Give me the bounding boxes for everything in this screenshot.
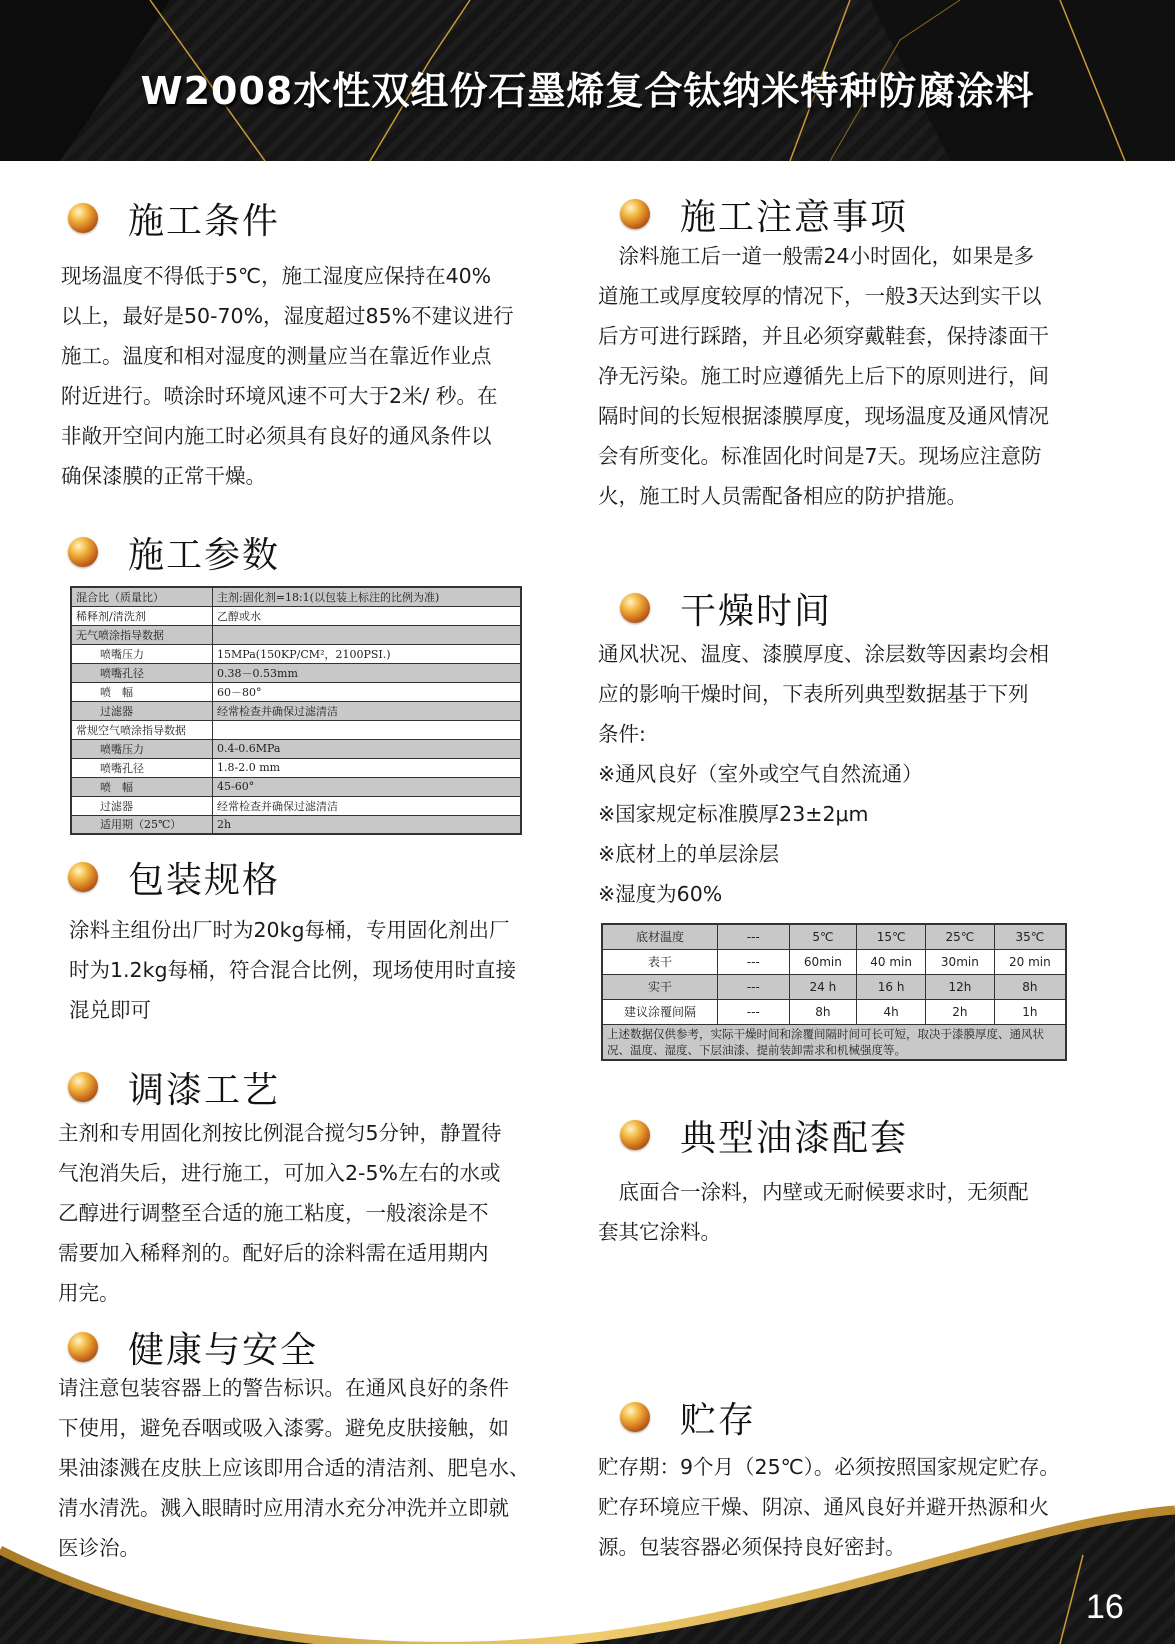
drying-time-text [598, 634, 1049, 914]
text-line: 果油漆溅在皮肤上应该即用合适的清洁剂、肥皂水、 [58, 1456, 530, 1480]
health-safety-text [58, 1368, 530, 1568]
text-line: 清水清洗。溅入眼睛时应用清水充分冲洗并立即就 [58, 1496, 509, 1520]
table-row [602, 974, 1066, 999]
section-title: 施工注意事项 [680, 196, 909, 238]
text-line: 需要加入稀释剂的。配好后的涂料需在适用期内 [58, 1241, 489, 1265]
text-line: 隔时间的长短根据漆膜厚度，现场温度及通风情况 [598, 404, 1049, 428]
bullet-icon [68, 537, 98, 567]
document-title: W2008水性双组份石墨烯复合钛纳米特种防腐涂料 [140, 69, 1035, 113]
table-cell: 15MPa(150KP/CM²，2100PSI.) [213, 644, 521, 663]
bullet-icon [620, 1402, 650, 1432]
section-title: 干燥时间 [680, 590, 833, 632]
section-heading-construction-conditions [68, 193, 280, 243]
table-cell: 60－80° [213, 682, 521, 701]
text-line: ※国家规定标准膜厚23±2μm [598, 802, 869, 826]
text-line: 现场温度不得低于5℃，施工湿度应保持在40% [61, 264, 492, 288]
table-row [71, 701, 521, 720]
table-row [71, 796, 521, 815]
table-cell: 0.38－0.53mm [213, 663, 521, 682]
text-line: ※底材上的单层涂层 [598, 842, 780, 866]
text-line: 套其它涂料。 [598, 1220, 721, 1244]
section-title: 健康与安全 [128, 1329, 319, 1371]
storage-text [598, 1447, 1060, 1567]
text-line: 会有所变化。标准固化时间是7天。现场应注意防 [598, 444, 1042, 468]
table-cell: 稀释剂/清洗剂 [71, 606, 213, 625]
section-heading-typical-system [620, 1110, 908, 1160]
section-heading-packaging [68, 852, 280, 902]
table-cell: 2h [213, 815, 521, 834]
table-cell: --- [718, 949, 789, 974]
table-row [71, 739, 521, 758]
text-line: 后方可进行踩踏，并且必须穿戴鞋套，保持漆面干 [598, 324, 1049, 348]
text-line: 确保漆膜的正常干燥。 [61, 464, 266, 488]
table-cell: 喷 幅 [71, 777, 213, 796]
page-number: 16 [1086, 1588, 1124, 1626]
table-cell: 45-60° [213, 777, 521, 796]
table-row [71, 682, 521, 701]
table-cell: 25℃ [926, 924, 995, 949]
table-cell: 15℃ [857, 924, 926, 949]
bullet-icon [68, 1332, 98, 1362]
section-heading-drying-time [620, 583, 832, 633]
section-title: 施工参数 [128, 534, 281, 576]
table-cell: 35℃ [994, 924, 1066, 949]
table-cell: 5℃ [789, 924, 857, 949]
section-heading-health-safety [68, 1322, 318, 1372]
table-cell: --- [718, 974, 789, 999]
table-cell: 混合比（质量比） [71, 587, 213, 606]
table-cell: 喷嘴压力 [71, 739, 213, 758]
text-line: 贮存环境应干燥、阴凉、通风良好并避开热源和火 [598, 1495, 1049, 1519]
table-row [602, 1024, 1066, 1060]
section-title: 施工条件 [128, 200, 281, 242]
text-line: 道施工或厚度较厚的情况下，一般3天达到实干以 [598, 284, 1042, 308]
text-line: 涂料主组份出厂时为20kg每桶，专用固化剂出厂 [69, 918, 510, 942]
table-row [71, 758, 521, 777]
text-line: 贮存期：9个月（25℃）。必须按照国家规定贮存。 [598, 1455, 1060, 1479]
table-cell: 过滤器 [71, 701, 213, 720]
text-line: 气泡消失后，进行施工，可加入2-5%左右的水或 [58, 1161, 501, 1185]
table-row [71, 644, 521, 663]
text-line: 源。包装容器必须保持良好密封。 [598, 1535, 906, 1559]
text-line: 混兑即可 [69, 998, 151, 1022]
table-cell: 常规空气喷涂指导数据 [71, 720, 213, 739]
table-cell: 喷嘴孔径 [71, 758, 213, 777]
table-row [71, 663, 521, 682]
table-row [602, 924, 1066, 949]
bullet-icon [620, 199, 650, 229]
precautions-text [598, 236, 1049, 516]
text-line: 涂料施工后一道一般需24小时固化，如果是多 [598, 244, 1035, 268]
table-cell: 0.4-0.6MPa [213, 739, 521, 758]
text-line: ※通风良好（室外或空气自然流通） [598, 762, 923, 786]
table-row [71, 777, 521, 796]
drying-time-table [601, 923, 1067, 1061]
section-heading-mixing [68, 1062, 280, 1112]
table-cell: 2h [926, 999, 995, 1024]
text-line: 用完。 [58, 1281, 120, 1305]
text-line: 附近进行。喷涂时环境风速不可大于2米/ 秒。在 [61, 384, 498, 408]
text-line: 火，施工时人员需配备相应的防护措施。 [598, 484, 967, 508]
text-line: 净无污染。施工时应遵循先上后下的原则进行，间 [598, 364, 1049, 388]
table-row [602, 999, 1066, 1024]
table-cell: 20 min [994, 949, 1066, 974]
table-cell: 经常检查并确保过滤清洁 [213, 701, 521, 720]
text-line: 以上，最好是50-70%，湿度超过85%不建议进行 [61, 304, 514, 328]
table-cell: 喷 幅 [71, 682, 213, 701]
text-line: ※湿度为60% [598, 882, 723, 906]
text-line: 时为1.2kg每桶，符合混合比例，现场使用时直接 [69, 958, 516, 982]
bullet-icon [68, 1072, 98, 1102]
table-cell: 经常检查并确保过滤清洁 [213, 796, 521, 815]
text-line: 非敞开空间内施工时必须具有良好的通风条件以 [61, 424, 492, 448]
construction-conditions-text [61, 256, 514, 496]
bullet-icon [620, 1120, 650, 1150]
table-cell: 60min [789, 949, 857, 974]
mixing-text [58, 1113, 502, 1313]
table-cell [213, 625, 521, 644]
page-header [0, 0, 1175, 161]
section-title: 贮存 [680, 1399, 757, 1441]
section-title: 典型油漆配套 [680, 1117, 909, 1159]
construction-params-table [70, 586, 522, 835]
table-note: 上述数据仅供参考，实际干燥时间和涂覆间隔时间可长可短，取决于漆膜厚度、通风状况、温度、湿度、下层油漆、提前装卸需求和机械强度等。 [602, 1024, 1066, 1060]
table-cell: 40 min [857, 949, 926, 974]
table-cell: 过滤器 [71, 796, 213, 815]
section-title: 包装规格 [128, 859, 281, 901]
table-cell: 实干 [602, 974, 718, 999]
section-heading-storage [620, 1392, 756, 1442]
table-cell: 表干 [602, 949, 718, 974]
text-line: 医诊治。 [58, 1536, 140, 1560]
table-cell [213, 720, 521, 739]
table-cell: 8h [789, 999, 857, 1024]
table-cell: --- [718, 999, 789, 1024]
section-heading-precautions [620, 189, 908, 239]
bullet-icon [68, 203, 98, 233]
text-line: 施工。温度和相对湿度的测量应当在靠近作业点 [61, 344, 492, 368]
text-line: 请注意包装容器上的警告标识。在通风良好的条件 [58, 1376, 509, 1400]
table-cell: 24 h [789, 974, 857, 999]
text-line: 下使用，避免吞咽或吸入漆雾。避免皮肤接触，如 [58, 1416, 509, 1440]
table-cell: 喷嘴孔径 [71, 663, 213, 682]
table-cell: 12h [926, 974, 995, 999]
text-line: 乙醇进行调整至合适的施工粘度，一般滚涂是不 [58, 1201, 489, 1225]
bullet-icon [68, 862, 98, 892]
text-line: 通风状况、温度、漆膜厚度、涂层数等因素均会相 [598, 642, 1049, 666]
table-row [71, 625, 521, 644]
table-cell: 1.8-2.0 mm [213, 758, 521, 777]
table-cell: 无气喷涂指导数据 [71, 625, 213, 644]
table-cell: 30min [926, 949, 995, 974]
table-cell: 16 h [857, 974, 926, 999]
section-heading-construction-params [68, 527, 280, 577]
table-row [602, 949, 1066, 974]
table-cell: 1h [994, 999, 1066, 1024]
table-cell: 喷嘴压力 [71, 644, 213, 663]
table-cell: 4h [857, 999, 926, 1024]
table-row [71, 720, 521, 739]
table-row [71, 587, 521, 606]
text-line: 底面合一涂料，内壁或无耐候要求时，无须配 [598, 1180, 1029, 1204]
section-title: 调漆工艺 [128, 1069, 281, 1111]
typical-system-text [598, 1172, 1029, 1252]
table-cell: --- [718, 924, 789, 949]
table-cell: 适用期（25℃） [71, 815, 213, 834]
table-cell: 底材温度 [602, 924, 718, 949]
table-row [71, 606, 521, 625]
table-cell: 8h [994, 974, 1066, 999]
table-cell: 建议涂覆间隔 [602, 999, 718, 1024]
text-line: 条件: [598, 722, 646, 746]
text-line: 主剂和专用固化剂按比例混合搅匀5分钟，静置待 [58, 1121, 502, 1145]
text-line: 应的影响干燥时间，下表所列典型数据基于下列 [598, 682, 1029, 706]
packaging-text [69, 910, 516, 1030]
table-cell: 乙醇或水 [213, 606, 521, 625]
table-cell: 主剂:固化剂=18:1(以包装上标注的比例为准) [213, 587, 521, 606]
table-row [71, 815, 521, 834]
bullet-icon [620, 593, 650, 623]
